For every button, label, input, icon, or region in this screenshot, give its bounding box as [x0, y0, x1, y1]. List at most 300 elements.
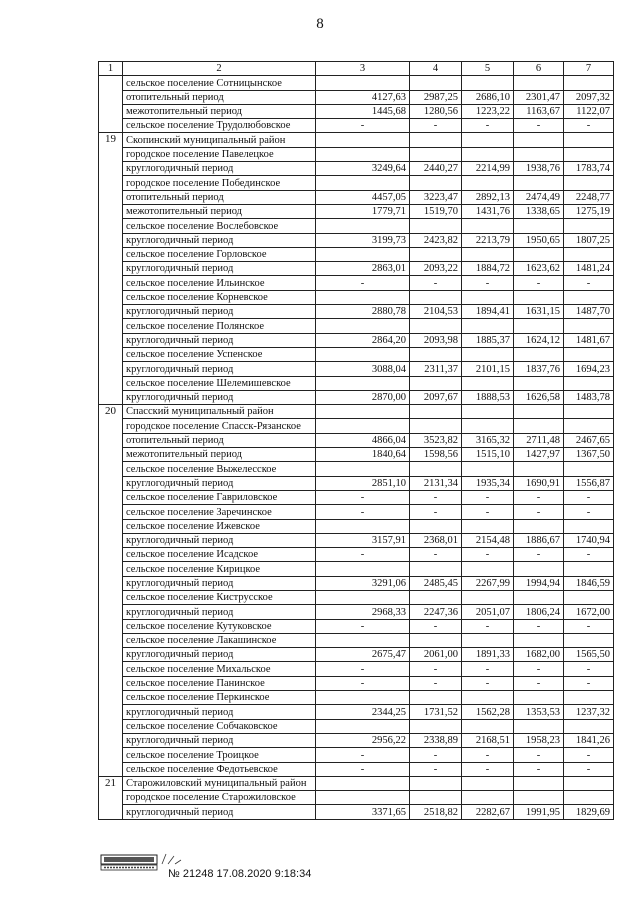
value-cell: [462, 176, 514, 190]
value-cell: 2711,48: [514, 433, 564, 447]
row-number-cell: [99, 147, 123, 161]
value-cell: 1886,67: [514, 533, 564, 547]
value-cell: 3165,32: [462, 433, 514, 447]
value-cell: [316, 319, 410, 333]
row-number-cell: [99, 204, 123, 218]
table-row: [99, 162, 614, 176]
value-cell: -: [316, 748, 410, 762]
row-number-cell: [99, 519, 123, 533]
value-cell: [564, 719, 614, 733]
value-cell: -: [564, 490, 614, 504]
value-cell: [462, 247, 514, 261]
value-cell: -: [316, 505, 410, 519]
table-row: [99, 462, 614, 476]
value-cell: 1958,23: [514, 733, 564, 747]
value-cell: 2168,51: [462, 733, 514, 747]
value-cell: 2104,53: [410, 305, 462, 319]
table-row: [99, 490, 614, 504]
row-name-cell: сельское поселение Выжелесское: [123, 462, 316, 476]
value-cell: 1353,53: [514, 705, 564, 719]
value-cell: -: [316, 662, 410, 676]
value-cell: [564, 691, 614, 705]
row-number-cell: [99, 605, 123, 619]
value-cell: [564, 562, 614, 576]
value-cell: -: [462, 619, 514, 633]
value-cell: [410, 519, 462, 533]
row-number-cell: [99, 219, 123, 233]
value-cell: -: [514, 662, 564, 676]
value-cell: 2467,65: [564, 433, 614, 447]
value-cell: -: [564, 762, 614, 776]
table-row: [99, 533, 614, 547]
row-number-cell: [99, 476, 123, 490]
row-name-cell: сельское поселение Лакашинское: [123, 633, 316, 647]
value-cell: -: [316, 762, 410, 776]
value-cell: [564, 219, 614, 233]
value-cell: 1519,70: [410, 204, 462, 218]
value-cell: -: [462, 676, 514, 690]
value-cell: [410, 133, 462, 147]
table-row: [99, 290, 614, 304]
row-number-cell: [99, 548, 123, 562]
value-cell: -: [564, 676, 614, 690]
row-name-cell: сельское поселение Корневское: [123, 290, 316, 304]
value-cell: [316, 562, 410, 576]
value-cell: [564, 590, 614, 604]
value-cell: [410, 462, 462, 476]
row-number-cell: [99, 462, 123, 476]
value-cell: [316, 76, 410, 90]
value-cell: 2311,37: [410, 362, 462, 376]
value-cell: 1515,10: [462, 448, 514, 462]
row-name-cell: сельское поселение Успенское: [123, 347, 316, 361]
table-row: [99, 119, 614, 133]
document-number: № 21248 17.08.2020 9:18:34: [168, 868, 312, 880]
value-cell: [410, 719, 462, 733]
row-number-cell: [99, 176, 123, 190]
row-number-cell: [99, 247, 123, 261]
value-cell: [514, 219, 564, 233]
row-name-cell: сельское поселение Ильинское: [123, 276, 316, 290]
row-number-cell: [99, 347, 123, 361]
table-row: [99, 319, 614, 333]
row-name-cell: круглогодичный период: [123, 476, 316, 490]
value-cell: 1481,24: [564, 262, 614, 276]
value-cell: 2267,99: [462, 576, 514, 590]
row-number-cell: 20: [99, 405, 123, 419]
table-row: [99, 648, 614, 662]
row-name-cell: отопительный период: [123, 190, 316, 204]
row-number-cell: [99, 290, 123, 304]
stamp-mark-icon: [160, 852, 184, 866]
value-cell: -: [564, 505, 614, 519]
value-cell: [514, 405, 564, 419]
table-body: [99, 76, 614, 819]
value-cell: 1894,41: [462, 305, 514, 319]
row-name-cell: сельское поселение Собчаковское: [123, 719, 316, 733]
table-row: [99, 347, 614, 361]
value-cell: [564, 419, 614, 433]
value-cell: -: [564, 748, 614, 762]
data-table: [98, 61, 614, 820]
value-cell: 2097,32: [564, 90, 614, 104]
value-cell: 2474,49: [514, 190, 564, 204]
value-cell: -: [462, 490, 514, 504]
value-cell: 2051,07: [462, 605, 514, 619]
table-row: [99, 433, 614, 447]
value-cell: [410, 791, 462, 805]
row-number-cell: [99, 376, 123, 390]
table-row: [99, 805, 614, 819]
row-name-cell: сельское поселение Федотьевское: [123, 762, 316, 776]
table-row: [99, 133, 614, 147]
row-name-cell: Спасский муниципальный район: [123, 405, 316, 419]
table-row: [99, 262, 614, 276]
value-cell: 2248,77: [564, 190, 614, 204]
value-cell: [514, 347, 564, 361]
row-number-cell: [99, 691, 123, 705]
value-cell: 2344,25: [316, 705, 410, 719]
value-cell: [564, 319, 614, 333]
row-number-cell: [99, 233, 123, 247]
value-cell: [514, 562, 564, 576]
value-cell: -: [316, 676, 410, 690]
row-number-cell: [99, 762, 123, 776]
row-name-cell: круглогодичный период: [123, 262, 316, 276]
table-row: [99, 748, 614, 762]
table-row: [99, 247, 614, 261]
table-row: [99, 390, 614, 404]
value-cell: 1565,50: [564, 648, 614, 662]
column-header: 7: [564, 62, 614, 76]
value-cell: -: [410, 662, 462, 676]
row-name-cell: сельское поселение Шелемишевское: [123, 376, 316, 390]
row-number-cell: [99, 662, 123, 676]
value-cell: [316, 147, 410, 161]
value-cell: -: [410, 676, 462, 690]
row-number-cell: [99, 805, 123, 819]
row-name-cell: сельское поселение Кутуковское: [123, 619, 316, 633]
table-row: [99, 676, 614, 690]
value-cell: -: [316, 490, 410, 504]
value-cell: -: [410, 490, 462, 504]
value-cell: 4457,05: [316, 190, 410, 204]
value-cell: 3291,06: [316, 576, 410, 590]
value-cell: [316, 347, 410, 361]
row-name-cell: сельское поселение Гавриловское: [123, 490, 316, 504]
value-cell: -: [410, 748, 462, 762]
row-name-cell: сельское поселение Панинское: [123, 676, 316, 690]
value-cell: 1223,22: [462, 104, 514, 118]
value-cell: [316, 462, 410, 476]
value-cell: 1626,58: [514, 390, 564, 404]
value-cell: -: [514, 619, 564, 633]
row-name-cell: городское поселение Побединское: [123, 176, 316, 190]
table-row: [99, 505, 614, 519]
value-cell: [410, 405, 462, 419]
value-cell: 2097,67: [410, 390, 462, 404]
value-cell: [514, 133, 564, 147]
value-cell: [462, 133, 514, 147]
row-number-cell: [99, 390, 123, 404]
value-cell: 1122,07: [564, 104, 614, 118]
table-row: [99, 691, 614, 705]
row-name-cell: сельское поселение Кирицкое: [123, 562, 316, 576]
table-row: [99, 305, 614, 319]
column-header: 5: [462, 62, 514, 76]
row-number-cell: [99, 319, 123, 333]
row-name-cell: межотопительный период: [123, 104, 316, 118]
row-name-cell: круглогодичный период: [123, 162, 316, 176]
value-cell: [462, 290, 514, 304]
value-cell: [316, 247, 410, 261]
value-cell: [410, 633, 462, 647]
value-cell: 1891,33: [462, 648, 514, 662]
value-cell: 1562,28: [462, 705, 514, 719]
row-number-cell: [99, 119, 123, 133]
table-row: [99, 333, 614, 347]
value-cell: [564, 147, 614, 161]
row-number-cell: [99, 590, 123, 604]
value-cell: 1888,53: [462, 390, 514, 404]
row-number-cell: [99, 448, 123, 462]
value-cell: [462, 462, 514, 476]
table-row: [99, 548, 614, 562]
value-cell: -: [462, 119, 514, 133]
value-cell: [316, 133, 410, 147]
value-cell: -: [514, 676, 564, 690]
value-cell: 3371,65: [316, 805, 410, 819]
value-cell: [316, 290, 410, 304]
row-number-cell: [99, 490, 123, 504]
value-cell: 1237,32: [564, 705, 614, 719]
value-cell: 2686,10: [462, 90, 514, 104]
row-name-cell: круглогодичный период: [123, 605, 316, 619]
value-cell: 1841,26: [564, 733, 614, 747]
table-row: [99, 776, 614, 790]
table-row: [99, 176, 614, 190]
value-cell: 4866,04: [316, 433, 410, 447]
value-cell: 3223,47: [410, 190, 462, 204]
row-name-cell: Скопинский муниципальный район: [123, 133, 316, 147]
value-cell: -: [514, 748, 564, 762]
row-number-cell: [99, 748, 123, 762]
value-cell: [316, 791, 410, 805]
row-name-cell: отопительный период: [123, 90, 316, 104]
column-header: 6: [514, 62, 564, 76]
table-row: [99, 147, 614, 161]
row-number-cell: [99, 419, 123, 433]
value-cell: [410, 562, 462, 576]
value-cell: [514, 590, 564, 604]
value-cell: [316, 719, 410, 733]
table-row: [99, 791, 614, 805]
value-cell: [410, 290, 462, 304]
value-cell: 1884,72: [462, 262, 514, 276]
table-row: [99, 448, 614, 462]
row-number-cell: [99, 333, 123, 347]
value-cell: 3088,04: [316, 362, 410, 376]
value-cell: [564, 519, 614, 533]
value-cell: [564, 76, 614, 90]
value-cell: [564, 290, 614, 304]
value-cell: [564, 462, 614, 476]
value-cell: 1556,87: [564, 476, 614, 490]
row-name-cell: круглогодичный период: [123, 576, 316, 590]
page-number: 8: [316, 16, 324, 32]
row-name-cell: круглогодичный период: [123, 805, 316, 819]
value-cell: [462, 147, 514, 161]
value-cell: 1682,00: [514, 648, 564, 662]
registry-stamp-icon: [100, 852, 158, 872]
value-cell: 1280,56: [410, 104, 462, 118]
value-cell: 1806,24: [514, 605, 564, 619]
value-cell: [462, 219, 514, 233]
table-row: [99, 90, 614, 104]
table-row: [99, 204, 614, 218]
row-name-cell: круглогодичный период: [123, 705, 316, 719]
row-number-cell: [99, 705, 123, 719]
value-cell: 2154,48: [462, 533, 514, 547]
value-cell: [514, 290, 564, 304]
row-number-cell: [99, 190, 123, 204]
value-cell: 3199,73: [316, 233, 410, 247]
value-cell: [462, 347, 514, 361]
row-number-cell: [99, 433, 123, 447]
row-number-cell: [99, 76, 123, 90]
value-cell: [514, 462, 564, 476]
value-cell: [514, 319, 564, 333]
row-name-cell: сельское поселение Перкинское: [123, 691, 316, 705]
row-number-cell: [99, 362, 123, 376]
column-header: 2: [123, 62, 316, 76]
value-cell: 1885,37: [462, 333, 514, 347]
value-cell: 2061,00: [410, 648, 462, 662]
row-name-cell: сельское поселение Ижевское: [123, 519, 316, 533]
value-cell: -: [316, 548, 410, 562]
value-cell: [514, 176, 564, 190]
value-cell: -: [410, 119, 462, 133]
value-cell: 2093,98: [410, 333, 462, 347]
value-cell: 2870,00: [316, 390, 410, 404]
column-header: 3: [316, 62, 410, 76]
table-row: [99, 405, 614, 419]
row-number-cell: 19: [99, 133, 123, 147]
value-cell: [564, 347, 614, 361]
row-number-cell: [99, 90, 123, 104]
value-cell: 1938,76: [514, 162, 564, 176]
value-cell: 1994,94: [514, 576, 564, 590]
value-cell: 1623,62: [514, 262, 564, 276]
row-name-cell: сельское поселение Горловское: [123, 247, 316, 261]
row-name-cell: сельское поселение Киструсское: [123, 590, 316, 604]
value-cell: [514, 76, 564, 90]
value-cell: 2863,01: [316, 262, 410, 276]
value-cell: -: [410, 619, 462, 633]
row-name-cell: круглогодичный период: [123, 390, 316, 404]
value-cell: [514, 419, 564, 433]
value-cell: [462, 633, 514, 647]
row-number-cell: [99, 533, 123, 547]
table-row: [99, 219, 614, 233]
value-cell: 2675,47: [316, 648, 410, 662]
value-cell: [564, 133, 614, 147]
value-cell: [316, 219, 410, 233]
row-number-cell: [99, 262, 123, 276]
value-cell: -: [410, 762, 462, 776]
value-cell: -: [514, 276, 564, 290]
value-cell: [410, 691, 462, 705]
table-row: [99, 233, 614, 247]
row-name-cell: межотопительный период: [123, 204, 316, 218]
row-name-cell: сельское поселение Троицкое: [123, 748, 316, 762]
value-cell: [316, 419, 410, 433]
value-cell: [514, 691, 564, 705]
row-name-cell: круглогодичный период: [123, 362, 316, 376]
value-cell: -: [316, 619, 410, 633]
value-cell: 2956,22: [316, 733, 410, 747]
value-cell: 1807,25: [564, 233, 614, 247]
row-name-cell: круглогодичный период: [123, 533, 316, 547]
row-number-cell: [99, 719, 123, 733]
value-cell: -: [564, 276, 614, 290]
row-name-cell: городское поселение Старожиловское: [123, 791, 316, 805]
value-cell: 2301,47: [514, 90, 564, 104]
row-number-cell: [99, 162, 123, 176]
column-header: 1: [99, 62, 123, 76]
value-cell: [514, 376, 564, 390]
value-cell: 1991,95: [514, 805, 564, 819]
value-cell: [410, 247, 462, 261]
table-row: [99, 576, 614, 590]
table-row: [99, 562, 614, 576]
value-cell: [462, 791, 514, 805]
value-cell: [514, 519, 564, 533]
value-cell: 1431,76: [462, 204, 514, 218]
table-row: [99, 590, 614, 604]
value-cell: -: [462, 662, 514, 676]
value-cell: [462, 319, 514, 333]
value-cell: -: [462, 276, 514, 290]
value-cell: 1163,67: [514, 104, 564, 118]
row-name-cell: сельское поселение Вослебовское: [123, 219, 316, 233]
table-row: [99, 719, 614, 733]
value-cell: -: [462, 505, 514, 519]
value-cell: [564, 176, 614, 190]
row-number-cell: [99, 562, 123, 576]
value-cell: [316, 376, 410, 390]
value-cell: 1445,68: [316, 104, 410, 118]
value-cell: 1837,76: [514, 362, 564, 376]
table-row: [99, 519, 614, 533]
table-row: [99, 362, 614, 376]
value-cell: -: [564, 619, 614, 633]
row-name-cell: отопительный период: [123, 433, 316, 447]
value-cell: -: [564, 548, 614, 562]
value-cell: -: [564, 119, 614, 133]
value-cell: 1950,65: [514, 233, 564, 247]
row-name-cell: Старожиловский муниципальный район: [123, 776, 316, 790]
value-cell: 2892,13: [462, 190, 514, 204]
value-cell: -: [514, 505, 564, 519]
value-cell: [410, 76, 462, 90]
value-cell: 2368,01: [410, 533, 462, 547]
value-cell: [514, 791, 564, 805]
value-cell: -: [514, 490, 564, 504]
value-cell: [564, 405, 614, 419]
value-cell: 2423,82: [410, 233, 462, 247]
row-number-cell: [99, 104, 123, 118]
